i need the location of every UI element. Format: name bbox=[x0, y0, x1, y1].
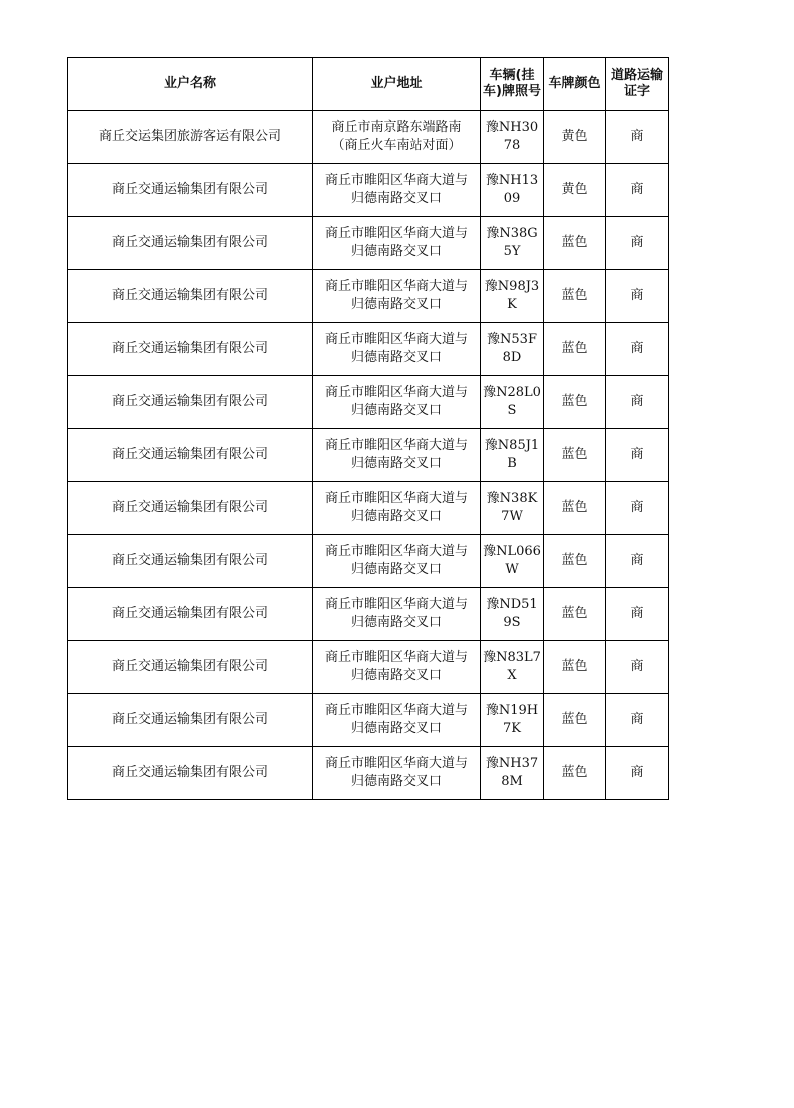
cell-plate: 豫NL066W bbox=[481, 535, 544, 588]
cell-name: 商丘交通运输集团有限公司 bbox=[68, 535, 313, 588]
cell-name: 商丘交通运输集团有限公司 bbox=[68, 376, 313, 429]
header-plate: 车辆(挂车)牌照号 bbox=[481, 58, 544, 111]
cell-cert: 商 bbox=[606, 535, 669, 588]
cell-address bbox=[313, 323, 481, 376]
cell-name: 商丘交通运输集团有限公司 bbox=[68, 217, 313, 270]
address-line-1: 商丘市南京路东端路南 bbox=[331, 120, 462, 135]
cell-name: 商丘交通运输集团有限公司 bbox=[68, 641, 313, 694]
header-row bbox=[68, 58, 669, 111]
table-row bbox=[68, 694, 669, 747]
cell-address bbox=[313, 111, 481, 164]
cell-name: 商丘交通运输集团有限公司 bbox=[68, 694, 313, 747]
cell-cert: 商 bbox=[606, 164, 669, 217]
address-line-1: 商丘市睢阳区华商大道与 bbox=[324, 385, 468, 400]
table-row bbox=[68, 376, 669, 429]
table-row bbox=[68, 270, 669, 323]
cell-address bbox=[313, 535, 481, 588]
cell-address bbox=[313, 641, 481, 694]
cell-address bbox=[313, 747, 481, 800]
cell-cert: 商 bbox=[606, 323, 669, 376]
address-line-2: 归德南路交叉口 bbox=[350, 244, 442, 259]
cell-cert: 商 bbox=[606, 111, 669, 164]
cell-plate: 豫NH378M bbox=[481, 747, 544, 800]
cell-plate: 豫N85J1B bbox=[481, 429, 544, 482]
cell-name: 商丘交通运输集团有限公司 bbox=[68, 588, 313, 641]
cell-plate-color: 蓝色 bbox=[544, 747, 606, 800]
cell-address bbox=[313, 429, 481, 482]
address-line-1: 商丘市睢阳区华商大道与 bbox=[324, 226, 468, 241]
address-line-1: 商丘市睢阳区华商大道与 bbox=[324, 173, 468, 188]
cell-plate-color: 蓝色 bbox=[544, 694, 606, 747]
address-line-2: 归德南路交叉口 bbox=[350, 668, 442, 683]
address-line-1: 商丘市睢阳区华商大道与 bbox=[324, 491, 468, 506]
cell-plate: 豫NH1309 bbox=[481, 164, 544, 217]
cell-address bbox=[313, 482, 481, 535]
cell-plate: 豫N98J3K bbox=[481, 270, 544, 323]
cell-plate-color: 蓝色 bbox=[544, 376, 606, 429]
address-line-1: 商丘市睢阳区华商大道与 bbox=[324, 703, 468, 718]
address-line-2: 归德南路交叉口 bbox=[350, 509, 442, 524]
table-row bbox=[68, 482, 669, 535]
cell-plate: 豫N38G5Y bbox=[481, 217, 544, 270]
cell-cert: 商 bbox=[606, 429, 669, 482]
address-line-1: 商丘市睢阳区华商大道与 bbox=[324, 756, 468, 771]
address-line-1: 商丘市睢阳区华商大道与 bbox=[324, 650, 468, 665]
header-plate-color: 车牌颜色 bbox=[544, 58, 606, 111]
address-line-2: 归德南路交叉口 bbox=[350, 774, 442, 789]
cell-plate-color: 黄色 bbox=[544, 164, 606, 217]
table-row bbox=[68, 588, 669, 641]
table-row bbox=[68, 164, 669, 217]
cell-plate: 豫ND519S bbox=[481, 588, 544, 641]
cell-name: 商丘交通运输集团有限公司 bbox=[68, 747, 313, 800]
cell-plate-color: 蓝色 bbox=[544, 535, 606, 588]
address-line-2: 归德南路交叉口 bbox=[350, 721, 442, 736]
cell-cert: 商 bbox=[606, 694, 669, 747]
cell-address bbox=[313, 164, 481, 217]
cell-plate-color: 蓝色 bbox=[544, 323, 606, 376]
address-line-1: 商丘市睢阳区华商大道与 bbox=[324, 279, 468, 294]
cell-name: 商丘交运集团旅游客运有限公司 bbox=[68, 111, 313, 164]
address-line-2: 归德南路交叉口 bbox=[350, 615, 442, 630]
cell-address bbox=[313, 588, 481, 641]
cell-address bbox=[313, 217, 481, 270]
table-row bbox=[68, 429, 669, 482]
header-cert: 道路运输证字 bbox=[606, 58, 669, 111]
cell-plate: 豫N53F8D bbox=[481, 323, 544, 376]
cell-cert: 商 bbox=[606, 482, 669, 535]
cell-plate: 豫N28L0S bbox=[481, 376, 544, 429]
cell-plate: 豫N38K7W bbox=[481, 482, 544, 535]
cell-cert: 商 bbox=[606, 376, 669, 429]
address-line-1: 商丘市睢阳区华商大道与 bbox=[324, 332, 468, 347]
cell-plate-color: 蓝色 bbox=[544, 270, 606, 323]
cell-cert: 商 bbox=[606, 217, 669, 270]
cell-name: 商丘交通运输集团有限公司 bbox=[68, 270, 313, 323]
cell-address bbox=[313, 376, 481, 429]
table-row bbox=[68, 323, 669, 376]
cell-plate-color: 黄色 bbox=[544, 111, 606, 164]
table-row bbox=[68, 747, 669, 800]
header-address: 业户地址 bbox=[313, 58, 481, 111]
cell-plate: 豫NH3078 bbox=[481, 111, 544, 164]
address-line-2: 归德南路交叉口 bbox=[350, 297, 442, 312]
table-row bbox=[68, 535, 669, 588]
cell-address bbox=[313, 694, 481, 747]
cell-plate-color: 蓝色 bbox=[544, 482, 606, 535]
cell-cert: 商 bbox=[606, 588, 669, 641]
header-name: 业户名称 bbox=[68, 58, 313, 111]
cell-name: 商丘交通运输集团有限公司 bbox=[68, 164, 313, 217]
address-line-1: 商丘市睢阳区华商大道与 bbox=[324, 544, 468, 559]
address-line-2: 归德南路交叉口 bbox=[350, 403, 442, 418]
cell-plate-color: 蓝色 bbox=[544, 641, 606, 694]
cell-name: 商丘交通运输集团有限公司 bbox=[68, 323, 313, 376]
cell-name: 商丘交通运输集团有限公司 bbox=[68, 429, 313, 482]
table-row bbox=[68, 111, 669, 164]
address-line-2: 归德南路交叉口 bbox=[350, 562, 442, 577]
cell-plate: 豫N19H7K bbox=[481, 694, 544, 747]
address-line-1: 商丘市睢阳区华商大道与 bbox=[324, 438, 468, 453]
address-line-1: 商丘市睢阳区华商大道与 bbox=[324, 597, 468, 612]
address-line-2: 归德南路交叉口 bbox=[350, 456, 442, 471]
cell-plate-color: 蓝色 bbox=[544, 588, 606, 641]
address-line-2: （商丘火车南站对面） bbox=[331, 138, 462, 153]
cell-cert: 商 bbox=[606, 641, 669, 694]
address-line-2: 归德南路交叉口 bbox=[350, 350, 442, 365]
table-row bbox=[68, 641, 669, 694]
cell-plate: 豫N83L7X bbox=[481, 641, 544, 694]
table-row bbox=[68, 217, 669, 270]
cell-cert: 商 bbox=[606, 270, 669, 323]
cell-plate-color: 蓝色 bbox=[544, 429, 606, 482]
address-line-2: 归德南路交叉口 bbox=[350, 191, 442, 206]
cell-cert: 商 bbox=[606, 747, 669, 800]
cell-name: 商丘交通运输集团有限公司 bbox=[68, 482, 313, 535]
cell-plate-color: 蓝色 bbox=[544, 217, 606, 270]
vehicle-table bbox=[67, 57, 669, 800]
cell-address bbox=[313, 270, 481, 323]
